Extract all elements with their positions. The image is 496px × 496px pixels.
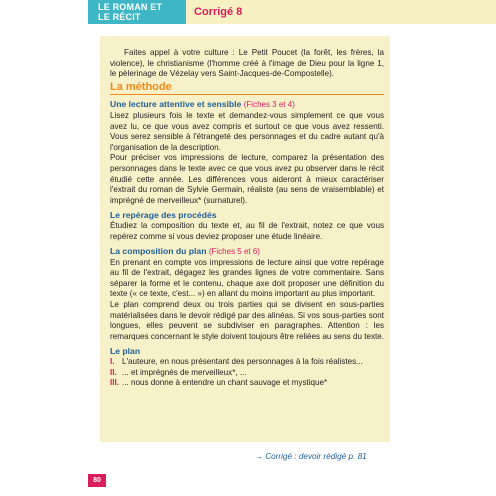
- lecture-fiches: (Fiches 3 et 4): [243, 100, 295, 110]
- reperage-title: Le repérage des procédés: [110, 210, 217, 221]
- plan-item-text: L'auteure, en nous présentant des personnages à la fois réalistes...: [122, 357, 363, 367]
- corrige-label: Corrigé 8: [186, 0, 250, 24]
- plan-item-number: III.: [110, 378, 119, 388]
- plan-list: [110, 357, 384, 389]
- plan-item: [110, 368, 384, 379]
- methode-heading: La méthode: [110, 82, 384, 96]
- lecture-paragraph-2: Pour préciser vos impressions de lecture, comparez la présentation des personnages dans le texte avec ce que vous avez pu observer dans le récit étudié cette année. Les différences vous aideront à mieux caractériser l'extrait du roman de Sylvie Germain, réaliste (au sens de vraisemblable) et imprégné de merveilleux* (surnaturel).: [110, 153, 384, 205]
- composition-title: La composition du plan: [110, 246, 207, 257]
- intro-paragraph: Faites appel à votre culture : Le Petit Poucet (la forêt, les frères, la violence), le christianisme (l'homme créé à l'image de Dieu pour la ligne 1, le pèlerinage de Vézelay vers Saint-Jacques-de-Compostelle).: [110, 48, 384, 79]
- lecture-title: Une lecture attentive et sensible: [110, 99, 242, 110]
- section-label: LE ROMAN ET LE RÉCIT: [88, 0, 186, 24]
- composition-paragraph-2: Le plan comprend deux ou trois parties qui se divisent en sous-parties matérialisées dans le devoir rédigé par des alinéas. Si vos sous-parties sont longues, elles peuvent se subdiviser en paragraphes. Attention : les remarques concernant le style doivent toujours être reliées au sens du texte.: [110, 300, 384, 341]
- plan-title: Le plan: [110, 346, 141, 357]
- content-body: [110, 48, 384, 389]
- plan-item-text: ... et imprégnés de merveilleux*, ...: [122, 367, 247, 377]
- composition-heading: [110, 246, 384, 258]
- reperage-paragraph: Étudiez la composition du texte et, au fil de l'extrait, notez ce que vous repérez comme si vous deviez proposer une étude linéaire.: [110, 220, 384, 241]
- page-header: [88, 0, 496, 24]
- corrige-reference-text: Corrigé : devoir rédigé p. 81: [265, 452, 367, 461]
- header-fill: [250, 0, 496, 24]
- corrige-reference-link[interactable]: [255, 452, 367, 461]
- reperage-heading: [110, 210, 384, 221]
- plan-item-number: I.: [110, 357, 115, 367]
- composition-paragraph-1: En prenant en compte vos impressions de lecture ainsi que votre repérage au fil de l'extrait, dégagez les grandes lignes de votre commentaire. Sans séparer la forme et le contenu, chaque axe doit proposer une définition du texte (« ce texte, c'est... ») en allant du moins important au plus important.: [110, 257, 384, 299]
- plan-item: [110, 378, 384, 389]
- lecture-paragraph-1: Lisez plusieurs fois le texte et demandez-vous simplement ce que vous avez lu, ce que vous avez compris et surtout ce que vous avez ressenti. Vous serez sensible à l'étrangeté des personnages et du cadre autant qu'à l'organisation de la description.: [110, 110, 384, 152]
- composition-fiches: (Fiches 5 et 6): [208, 247, 260, 257]
- plan-heading: [110, 346, 384, 357]
- plan-item: [110, 357, 384, 368]
- page-number: 80: [88, 474, 106, 487]
- plan-item-text: ... nous donne à entendre un chant sauvage et mystique*: [122, 378, 328, 388]
- arrow-right-icon: →: [255, 452, 264, 461]
- plan-item-number: II.: [110, 367, 117, 377]
- lecture-heading: [110, 99, 384, 111]
